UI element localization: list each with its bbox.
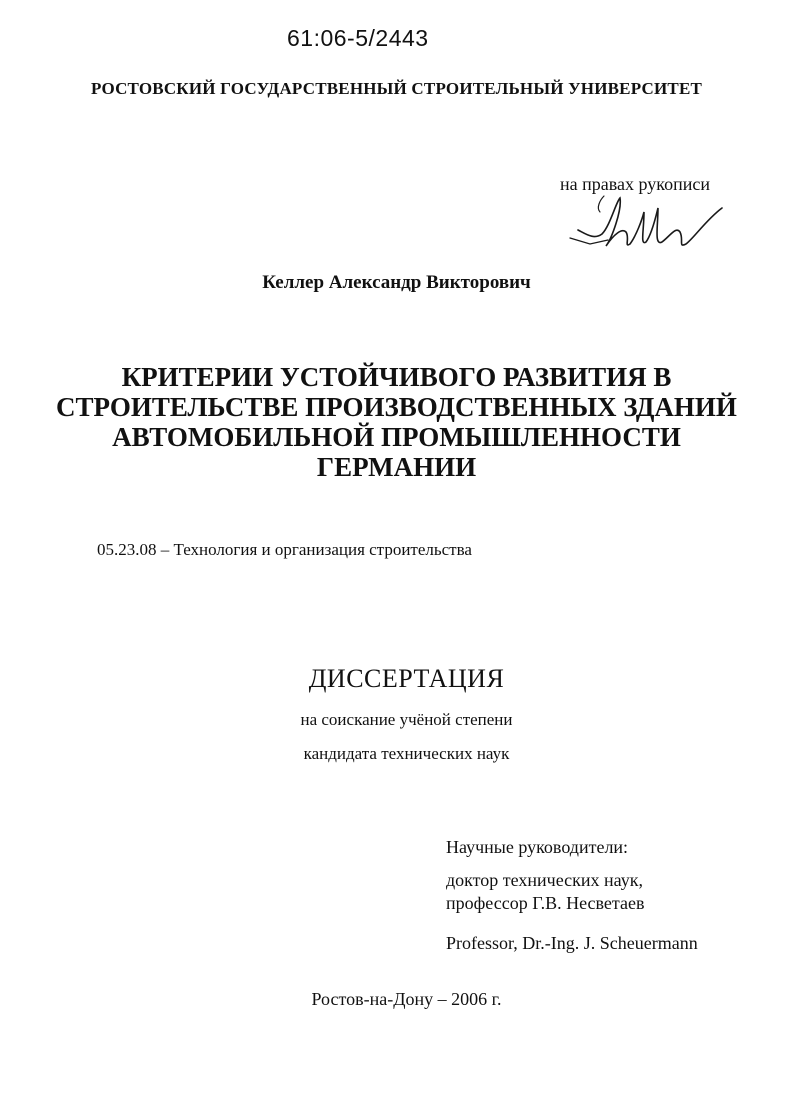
rights-note: на правах рукописи: [560, 174, 710, 194]
supervisor-1-name: профессор Г.В. Несветаев: [446, 893, 645, 913]
author-name: Келлер Александр Викторович: [262, 272, 531, 293]
title-line: АВТОМОБИЛЬНОЙ ПРОМЫШЛЕННОСТИ: [112, 422, 681, 452]
supervisor-2-name: Professor, Dr.-Ing. J. Scheuermann: [446, 933, 698, 953]
handwritten-signature-icon: [560, 190, 730, 260]
degree-line-1: на соискание учёной степени: [300, 710, 513, 729]
title-line: КРИТЕРИИ УСТОЙЧИВОГО РАЗВИТИЯ В: [121, 362, 672, 392]
document-type: ДИССЕРТАЦИЯ: [308, 664, 505, 693]
dissertation-title: [40, 362, 753, 482]
supervisor-1-degree: доктор технических наук,: [446, 870, 643, 890]
degree-line-2: кандидата технических наук: [303, 744, 510, 763]
title-line: СТРОИТЕЛЬСТВЕ ПРОИЗВОДСТВЕННЫХ ЗДАНИЙ: [56, 392, 737, 422]
city-year: Ростов-на-Дону – 2006 г.: [311, 989, 502, 1009]
specialty-code: 05.23.08 – Технология и организация строительства: [97, 540, 472, 559]
title-line: ГЕРМАНИИ: [316, 452, 477, 482]
supervisors-label: Научные руководители:: [446, 837, 629, 857]
archive-code-stamp: 61:06-5/2443: [287, 25, 429, 51]
university-name: РОСТОВСКИЙ ГОСУДАРСТВЕННЫЙ СТРОИТЕЛЬНЫЙ УНИВЕРСИТЕТ: [90, 79, 703, 98]
